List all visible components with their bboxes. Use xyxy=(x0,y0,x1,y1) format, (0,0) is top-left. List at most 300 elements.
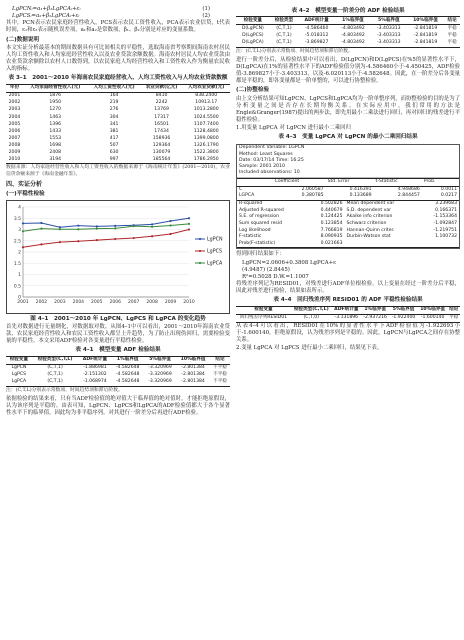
x-tick-label: 2009 xyxy=(164,300,177,306)
y-tick-label: 2.5 xyxy=(13,239,21,245)
residual-paragraph: 将残差序列记为RESID01，对残差进行ADF单位根检验。以上变量在经过一阶差分后平稳，因此对残差进行检验，结果如表所示。 xyxy=(236,280,460,295)
stat-cell: 0.440679 xyxy=(320,207,343,213)
table-header-cell: ADF统计量 xyxy=(82,357,108,363)
table-cell: 2006 xyxy=(8,128,21,134)
data-point-lgpcs xyxy=(169,233,171,235)
table-header-cell: 年份 xyxy=(9,85,20,91)
regression-header-line: Sample: 2001 2010 xyxy=(239,163,285,169)
table-cell: -1.886981 xyxy=(83,365,107,371)
table-header-cell: 结论 xyxy=(215,357,225,363)
table-cell: 2007 xyxy=(8,135,21,141)
statistics-table xyxy=(237,201,459,249)
stat-cell: Log likelihood xyxy=(239,227,271,233)
stat-cell: Sum squared resid xyxy=(239,221,282,227)
table-cell: 2004 xyxy=(8,114,21,120)
table-body xyxy=(236,25,460,47)
left-column xyxy=(6,6,230,419)
coef-cell: 0.416391 xyxy=(349,186,372,192)
figure-4-1-caption: 图 4–1 2001～2010 年 LgPCN、LgPCS 和 LgPCA 的变化趋势 xyxy=(30,315,206,322)
stat-body xyxy=(237,201,459,248)
table-cell: LgPCN xyxy=(11,365,27,371)
table-cell: -2.801384 xyxy=(181,372,205,378)
table-cell: -2.841819 xyxy=(413,25,438,31)
table-3-1 xyxy=(6,84,230,165)
legend-label-lgpcn: LgPCN xyxy=(207,237,223,243)
table-cell: LgPCA xyxy=(11,379,27,385)
legend-marker-lgpcn xyxy=(199,238,201,240)
table-3-1-caption: 表 3–1 2001～2010 年海南农民家庭经营收入、人均工资性收入与人均农业贷款数额 xyxy=(8,75,228,82)
regression-r2 xyxy=(236,274,460,281)
table-cell: 1786.2950 xyxy=(193,156,219,162)
data-point-lgpca xyxy=(114,228,116,230)
table-cell: 381 xyxy=(109,128,119,134)
stat-cell: Adjusted R-squared xyxy=(239,207,284,213)
table-4-2-caption: 表 4–2 模型变量一阶差分的 ADF 检验结果 xyxy=(291,8,405,14)
section-4-heading: 四、实证分析 xyxy=(6,181,43,189)
data-point-lgpcn xyxy=(59,227,61,229)
x-tick-label: 2010 xyxy=(183,300,195,306)
regression-header-line: Date: 03/17/14 Time: 16:25 xyxy=(239,157,304,163)
legend-label-lgpcs: LgPCS xyxy=(207,249,223,255)
table-cell: 1128.4800 xyxy=(193,128,219,134)
table-header-row xyxy=(6,84,230,92)
stat-cell: -1.153364 xyxy=(433,214,457,220)
data-point-lgpcs xyxy=(40,244,42,246)
table-cell: D(LgPCA) xyxy=(241,40,264,46)
table-row xyxy=(6,364,230,372)
data-paragraph: 本文实证分析最基本的期间数据具有可比间相关的平稳性，选取海南省考察期间海南农村居民人均工资性收入和人均家庭经营性收入以及农业贷款余额数据。海南农村居民人均农业贷款由农业贷款余额除以农村人口数得到，以农民家庭人均经营性收入和工资性收入作为衡量农民收入的指标。 xyxy=(6,44,230,73)
table-cell: -3.403313 xyxy=(377,33,401,38)
equation-1 xyxy=(6,6,230,13)
table-cell: -4.582648 xyxy=(115,365,140,371)
table-cell: 2242 xyxy=(155,100,168,106)
table-row xyxy=(6,92,230,100)
table-header-row xyxy=(236,306,460,314)
figure-paragraph: 首先对数据进行无量纲化，对数据取对数。从图4–1中可以看出，2001～2010年海南农业贷款、农民家庭经营性收入和农民工资性收入都呈上升趋势，为了防止出现伪回归，需要检验变量的平稳性。本文采用ADF检验对各变量进行平稳性检验。 xyxy=(6,323,230,345)
equation-1-text: LgPCNᵢ=a₁+β₁LgPCAᵢ+εᵢ xyxy=(12,6,81,12)
data-point-lgpca xyxy=(133,225,135,227)
coef-cell: C xyxy=(239,186,243,192)
x-tick-label: 2001 xyxy=(17,300,29,306)
table-4-1-caption: 表 4–1 模型变量 ADF 检验结果 xyxy=(75,347,161,354)
table-cell: 630 xyxy=(109,149,119,155)
table-cell: 1433 xyxy=(49,128,62,134)
coef-row xyxy=(237,186,459,193)
stat-cell: 1.100732 xyxy=(435,234,457,240)
table-cell: LgPCS xyxy=(11,372,27,378)
data-point-lgpcs xyxy=(114,238,116,240)
difference-paragraph: 进行一阶差分后，从检验结果中可以看出，D(LgPCN)和D(LgPCS)在%5的显著性水平下，D(LgPCA)在1%的显著性水平下的ADF检验值分别为-4.586460小于-4.450425，ADF检验值-3.869827小于-3.403313，以及-6.020113小于-4.582648。因此，在一阶差分后各变量都是平稳的，即各变量都是一阶单整的，可以进行协整检验。 xyxy=(236,56,460,85)
table-cell: 2008 xyxy=(8,142,21,148)
table-cell: -4.582648 xyxy=(115,379,140,385)
stat-cell: Schwarz criterion xyxy=(346,221,387,227)
table-header-cell: 检验变量 xyxy=(243,17,263,23)
intro-paragraph: 其中，PCN表示农民家庭经营性收入，PCS表示农民工资性收入，PCA表示农业信贷，t代表时间，ε₁和ε₂表示随机误差项，a₁和a₂是常数项，β₁、β₂分别是对应的变量系数。 xyxy=(6,20,230,34)
stat-cell: 0.166371 xyxy=(435,207,457,213)
coefficient-table xyxy=(237,178,459,201)
coef-header-row xyxy=(237,178,459,186)
data-point-lgpcn xyxy=(169,220,171,222)
legend-marker-lgpca xyxy=(199,262,201,264)
table-header-row xyxy=(236,17,460,25)
coef-cell: 0.0011 xyxy=(440,186,457,192)
table-row xyxy=(6,156,230,164)
data-section-heading: (二)数据说明 xyxy=(6,36,40,43)
table-header-cell: 5%临界值 xyxy=(378,17,400,23)
table-cell: -2.801384 xyxy=(181,365,205,371)
regression-header xyxy=(237,145,459,178)
table-cell: 838.2400 xyxy=(195,93,218,99)
table-cell: (C,T,1) xyxy=(276,40,292,46)
figure-4-1-chart xyxy=(6,200,230,313)
table-cell: -2.841819 xyxy=(413,33,438,38)
data-point-lgpca xyxy=(169,225,171,227)
table-cell: 1013.2800 xyxy=(193,107,219,113)
table-cell: 不平稳 xyxy=(213,372,227,378)
y-tick-label: 3 xyxy=(18,228,21,234)
table-cell: (C,T,1) xyxy=(47,379,63,385)
table-header-cell: 1%临界值 xyxy=(116,357,139,363)
table-cell: D(LgPCS) xyxy=(242,33,264,38)
regression-header-line: Method: Least Squares xyxy=(239,151,293,157)
data-point-lgpcs xyxy=(151,236,153,238)
cointegration-paragraph: 由上文分析结果可知LgPCN、LgPCS和LgPCA均为一阶单整序列，而协整检验的目的是为了分析变量之间是否存在长期均衡关系。在实际应用中，我们常用的方法是Engle&Granger(1987)提出的两步法，即先用最小二乘法进行回归，再对回归的残差进行平稳性检验。 xyxy=(236,95,460,124)
table-cell: -4.582648 xyxy=(115,372,140,378)
table-cell: 16501 xyxy=(154,121,169,127)
table-cell: 164 xyxy=(109,93,119,99)
table-header-cell: 10%临界值 xyxy=(413,17,438,23)
x-tick-label: 2003 xyxy=(54,300,66,306)
stat-cell: Prob(F-statistic) xyxy=(239,241,276,247)
table-cell: 2003 xyxy=(8,107,21,113)
table-header-cell: 检验类型(C,T,L) xyxy=(37,357,73,363)
equation-1-number: (1) xyxy=(202,6,210,12)
table-4-3-caption: 表 4–3 变量 LgPCA 对 LgPCN 的最小二乘回归结果 xyxy=(278,134,418,141)
table-cell: 1876 xyxy=(49,93,62,99)
data-point-lgpcn xyxy=(151,224,153,226)
table-row xyxy=(6,128,230,135)
table-cell: -4.803492 xyxy=(341,25,365,31)
table-row xyxy=(6,372,230,379)
table-row xyxy=(236,33,460,40)
x-tick-label: 2002 xyxy=(35,300,48,306)
stat-cell: 0.123854 xyxy=(320,221,343,227)
result-intro: 得到回归结果如下： xyxy=(236,251,285,258)
equation-2-number: (2) xyxy=(202,13,210,20)
table-cell: -1.922400 xyxy=(391,315,416,321)
y-tick-label: 1 xyxy=(18,273,21,279)
data-point-lgpcn xyxy=(114,225,116,227)
table-cell: 回归残差序列RESID01 xyxy=(239,315,288,321)
table-cell: 1553 xyxy=(49,135,62,141)
y-tick-label: 3.5 xyxy=(13,217,21,223)
table-cell: 8410 xyxy=(155,93,168,99)
coef-row xyxy=(237,193,459,200)
table-cell: 1270 xyxy=(49,107,62,113)
table-header-cell: 5%临界值 xyxy=(149,357,171,363)
data-point-lgpca xyxy=(40,228,42,230)
table-header-cell: 结论 xyxy=(447,17,457,23)
table-header-cell: 检验变量 xyxy=(9,357,29,363)
table-cell: 185564 xyxy=(152,156,171,162)
table-4-2-note: 注：(C,T,L)分别表示常数项、时间趋势项和滞后阶数。 xyxy=(236,48,353,54)
stat-cell: S.E. of regression xyxy=(239,214,280,220)
coef-cell: 2.060587 xyxy=(301,186,324,192)
coef-header-cell xyxy=(237,178,273,186)
table-header-row xyxy=(6,356,230,364)
table-cell: 2010 xyxy=(8,156,21,162)
table-cell: 3194 xyxy=(49,156,62,162)
table-cell: 276 xyxy=(109,107,119,113)
data-point-lgpcn xyxy=(40,222,42,224)
table-header-cell: 人均农业贷款(元) xyxy=(188,85,225,91)
table-cell: 130079 xyxy=(152,149,171,155)
table-header-cell: 5%临界值 xyxy=(392,307,415,313)
table-cell: 平稳 xyxy=(449,315,459,321)
table-cell: 1396 xyxy=(49,121,62,127)
series-line-lgpca xyxy=(23,224,189,231)
table-4-4 xyxy=(236,306,460,323)
table-header-cell: 1%临界值 xyxy=(364,307,386,313)
table-cell: 平稳 xyxy=(447,33,457,38)
table-cell: 17317 xyxy=(154,114,169,120)
table-cell: 158936 xyxy=(152,135,171,141)
x-tick-label: 2007 xyxy=(127,300,140,306)
data-point-lgpcs xyxy=(77,240,79,242)
cointegration-heading: (二)协整检验 xyxy=(236,87,270,94)
data-point-lgpcs xyxy=(188,229,190,231)
y-tick-label: 0 xyxy=(18,295,21,301)
stat-cell: 0.502826 xyxy=(320,201,343,207)
table-cell: -3.320969 xyxy=(148,379,172,385)
table-cell: 不平稳 xyxy=(213,379,227,385)
table-cell: -2.937216 xyxy=(363,315,387,321)
table-row xyxy=(236,40,460,48)
table-4-1 xyxy=(6,356,230,387)
stat-row xyxy=(237,234,459,241)
line-chart-svg xyxy=(7,201,229,309)
table-body xyxy=(6,92,230,164)
table-header-cell: 检验类型(C,T,L) xyxy=(293,307,329,313)
step-1-text: 1.用变量 LgPCA 对 LgPCN 进行最小二乘回归 xyxy=(236,125,351,132)
stationarity-heading: (一)平稳性检验 xyxy=(6,191,45,197)
coef-cell: 2.844457 xyxy=(397,193,420,199)
stat-cell xyxy=(345,241,420,248)
table-cell: 129364 xyxy=(152,142,171,148)
table-cell: 1326.1790 xyxy=(193,142,219,148)
table-cell: (C,T,1) xyxy=(276,33,292,38)
data-point-lgpcn xyxy=(22,223,24,225)
stat-row xyxy=(237,201,459,208)
stat-cell: 3.239683 xyxy=(435,201,457,207)
table-cell: -4.803492 xyxy=(341,33,365,38)
table-cell: (C,T,0) xyxy=(303,315,319,321)
coef-cell: 0.0217 xyxy=(440,193,457,199)
table-cell: 1522.3800 xyxy=(193,149,219,155)
table-cell: (C,T,1) xyxy=(47,365,63,371)
table-header-cell: 检验变量 xyxy=(254,307,273,313)
table-4-4-caption: 表 4–4 回归残差序列 RESID01 的 ADF 平稳性检验结果 xyxy=(273,297,423,304)
data-point-lgpca xyxy=(77,229,79,231)
table-cell: 2001 xyxy=(8,93,21,99)
data-point-lgpcn xyxy=(188,218,190,220)
stat-cell xyxy=(419,241,459,248)
table-cell: 10913.17 xyxy=(195,100,218,106)
table-row xyxy=(6,100,230,107)
stat-row xyxy=(237,214,459,221)
y-tick-label: 1.5 xyxy=(13,262,21,268)
table-header-cell: 人均工资性收入(元) xyxy=(93,85,135,91)
step-2-text: 2.变量 LgPCA 对 LgPCS 进行最小二乘回归，结果见下表。 xyxy=(236,345,383,352)
table-cell: 997 xyxy=(109,156,119,162)
coef-header-cell: Coefficient xyxy=(274,179,300,185)
table-row xyxy=(236,25,460,33)
coef-body xyxy=(237,186,459,200)
table-cell: -3.403313 xyxy=(377,25,401,31)
table-cell: 17434 xyxy=(154,128,169,134)
y-tick-label: 0.5 xyxy=(13,284,21,290)
table-cell: 507 xyxy=(109,142,119,148)
stat-cell: F-statistic xyxy=(239,234,262,240)
stat-cell: 0.021663 xyxy=(320,241,343,247)
table-cell: 2005 xyxy=(8,121,21,127)
table-cell: (C,T,1) xyxy=(47,372,63,378)
stat-cell: S.D. dependent var xyxy=(346,207,392,213)
regression-header-line: Dependent Variable: LGPCN xyxy=(239,145,305,151)
table-cell: 平稳 xyxy=(447,40,457,46)
table-cell: 2408 xyxy=(49,149,62,155)
stat-cell: 7.766819 xyxy=(320,227,343,233)
table-row xyxy=(6,142,230,149)
table-row xyxy=(6,121,230,128)
regression-t-values xyxy=(236,267,460,274)
table-cell: 平稳 xyxy=(447,25,457,31)
table-cell: 341 xyxy=(109,121,119,127)
table-row xyxy=(236,314,460,322)
coef-cell: LGPCA xyxy=(239,193,255,199)
table-row xyxy=(6,107,230,114)
x-tick-label: 2006 xyxy=(109,300,121,306)
table-header-cell: ADF统计量 xyxy=(304,17,329,23)
table-cell: 1463 xyxy=(49,114,62,120)
equation-2-text: LgPCSᵢ=a₂+β₂LgPCAᵢ+εᵢ xyxy=(12,13,80,20)
table-header-cell: 农业贷款(亿元) xyxy=(145,85,178,91)
table-cell: 1107.7400 xyxy=(193,121,219,127)
stat-cell: Durbin-Watson stat xyxy=(346,234,391,240)
table-cell: 1024.5500 xyxy=(193,114,219,120)
table-cell: 2009 xyxy=(8,149,21,155)
stat-cell: Mean dependent var xyxy=(346,201,395,207)
stat-row xyxy=(237,221,459,228)
data-point-lgpca xyxy=(151,226,153,228)
table-cell: D(LgPCN) xyxy=(241,25,264,31)
table-cell: 不平稳 xyxy=(213,365,227,371)
table-row xyxy=(6,135,230,142)
table-cell: -2.801384 xyxy=(181,379,205,385)
data-point-lgpcs xyxy=(22,247,24,249)
table-cell: -5.018312 xyxy=(304,33,329,38)
regression-t-text: (4.9487) (2.8445) xyxy=(242,266,290,273)
table-body xyxy=(236,314,460,322)
legend-marker-lgpcs xyxy=(199,250,201,252)
table-4-1-note: 注：(C,T,L)分别表示常数项、时间趋势项和滞后阶数。 xyxy=(6,387,123,393)
table-4-2 xyxy=(236,16,460,47)
table-3-1-note: 数据来源：人均家庭经营性收入和人均工资性收入的数据来源于《海南统计年鉴》(2001—2010)，农业信贷余额来源于《海南金融年鉴》。 xyxy=(6,165,230,177)
coef-header-cell: Prob. xyxy=(423,179,436,185)
regression-r2-text: R²=0.5028 D.W.=1.1007 xyxy=(242,273,309,280)
table-header-cell: 结论 xyxy=(449,307,459,313)
regression-equation xyxy=(236,260,460,267)
stat-cell: 8.090935 xyxy=(320,234,343,240)
stat-cell: R-squared xyxy=(239,201,263,207)
table-cell: -3.869827 xyxy=(304,40,329,46)
x-tick-label: 2008 xyxy=(146,300,158,306)
coef-header-cell: Std. Error xyxy=(327,179,350,185)
data-point-lgpca xyxy=(96,228,98,230)
table-cell: -3.320969 xyxy=(148,372,172,378)
coef-cell: 4.948686 xyxy=(397,186,420,192)
table-cell: -2.151302 xyxy=(83,372,107,378)
data-point-lgpcs xyxy=(96,239,98,241)
stat-cell: -1.092847 xyxy=(433,221,457,227)
table-cell: 417 xyxy=(109,135,119,141)
data-point-lgpcn xyxy=(96,226,98,228)
closing-paragraph-left: 依据检验的结果来看，只有当ADF检验值的绝对值大于临界值的绝对值时，才能拒绝原假设，认为该序列是平稳的。由表可知，LgPCN、LgPCS和LgPCA的ADF检验值都大于各个显著性水平下的临界值，因此均为非平稳序列。对其进行一阶差分后再进行ADF检验。 xyxy=(6,396,230,417)
stat-cell: Hannan-Quinn criter. xyxy=(346,227,395,233)
data-point-lgpca xyxy=(22,231,24,233)
table-cell: -2.841819 xyxy=(413,40,438,46)
data-point-lgpcn xyxy=(77,225,79,227)
table-cell: -3.403313 xyxy=(377,40,401,46)
table-header-cell: 10%临界值 xyxy=(420,307,446,313)
table-cell: -4.803492 xyxy=(341,40,365,46)
table-cell: (C,T,1) xyxy=(276,25,292,31)
table-cell: -4.586460 xyxy=(304,25,329,31)
coef-cell: 0.380785 xyxy=(301,193,324,199)
series-line-lgpcs xyxy=(23,230,189,248)
table-header-cell: ADF统计量 xyxy=(334,307,359,313)
data-point-lgpcs xyxy=(59,241,61,243)
table-body xyxy=(6,364,230,386)
data-point-lgpcs xyxy=(133,237,135,239)
y-tick-label: 2 xyxy=(18,250,21,256)
right-column xyxy=(236,6,460,353)
stat-cell: -1.219751 xyxy=(433,227,457,233)
table-row xyxy=(6,379,230,387)
table-row xyxy=(6,114,230,121)
table-cell: 13769 xyxy=(154,107,169,113)
x-tick-label: 2004 xyxy=(72,300,85,306)
table-header-cell: 10%临界值 xyxy=(180,357,206,363)
table-cell: -3.320969 xyxy=(148,365,172,371)
legend-label-lgpca: LgPCA xyxy=(207,261,223,267)
y-tick-label: 4 xyxy=(18,205,21,211)
final-paragraph: 从表4–4可以看出，RESID01在10%的显著性水平下ADF检验值为-1.922693小于-1.600140，拒绝原假设，认为残差序列是平稳的。因此，LgPCN与LgPCA之间存在协整关系。 xyxy=(236,322,460,343)
table-cell: -1.068974 xyxy=(83,379,107,385)
data-point-lgpca xyxy=(59,229,61,231)
table-cell: 219 xyxy=(109,100,119,106)
table-header-cell: 检验类型 xyxy=(274,17,294,23)
table-header-cell: 人均家庭经营性收入(元) xyxy=(30,85,81,91)
table-cell: -3.131896 xyxy=(334,315,359,321)
table-cell: 1950 xyxy=(49,100,62,106)
regression-header-line: Included observations: 10 xyxy=(239,170,300,176)
table-cell: -1.600140 xyxy=(420,315,445,321)
table-cell: 2002 xyxy=(8,100,21,106)
stat-row xyxy=(237,241,459,248)
regression-output xyxy=(236,144,460,250)
table-cell: 1698 xyxy=(49,142,62,148)
